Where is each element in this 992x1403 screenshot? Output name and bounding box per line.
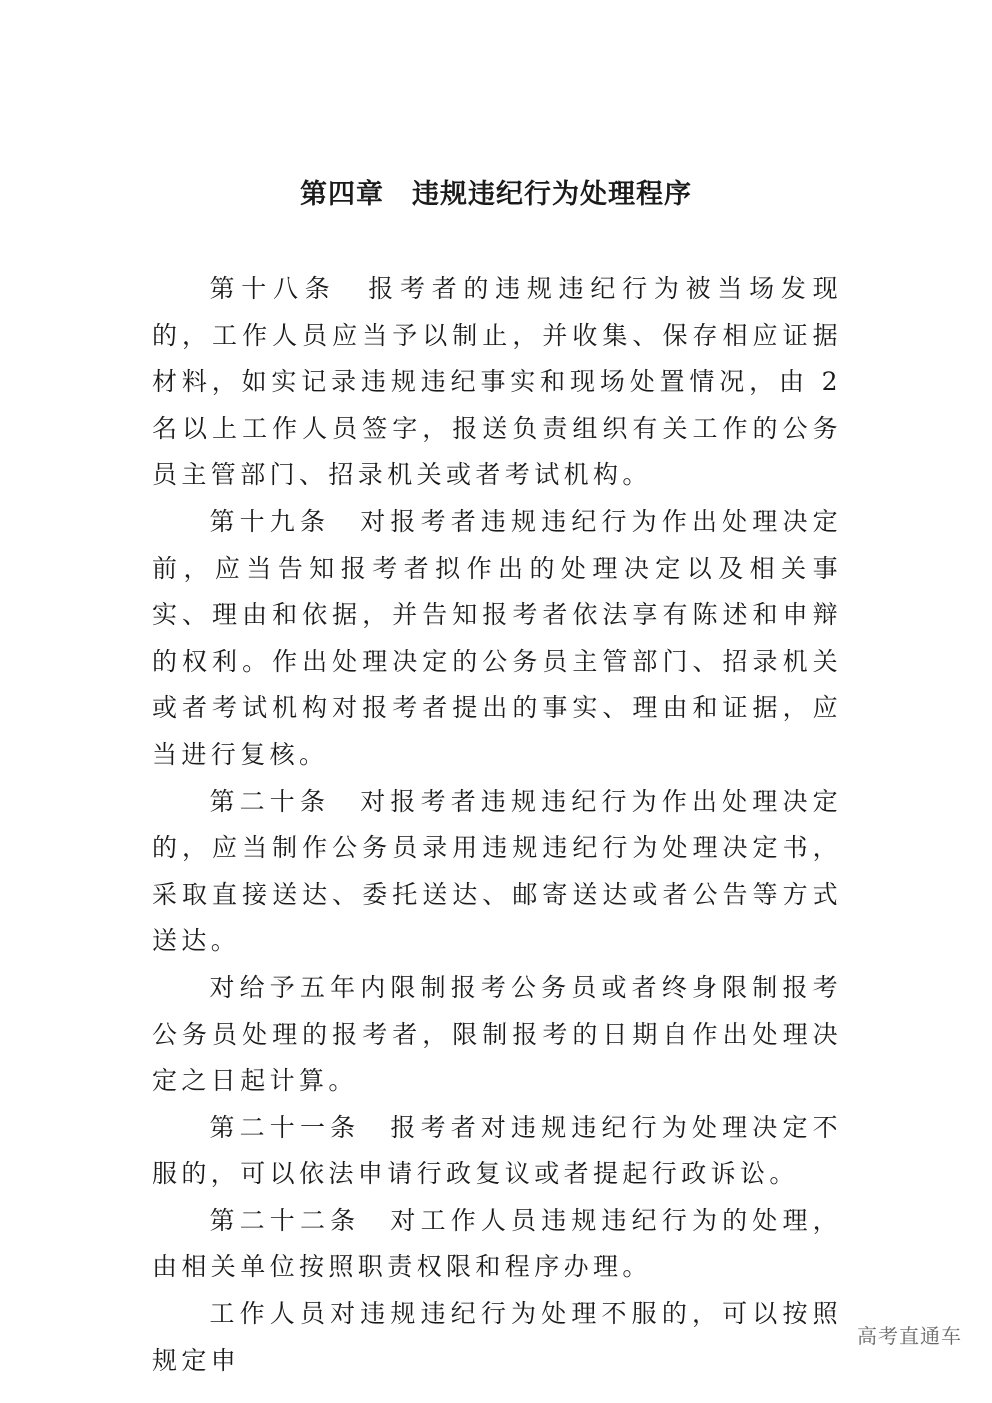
article-22-appeal-paragraph: 工作人员对违规违纪行为处理不服的，可以按照规定申	[152, 1299, 842, 1375]
article-20-restriction-paragraph: 对给予五年内限制报考公务员或者终身限制报考公务员处理的报考者，限制报考的日期自作出处理决定之日起计算。	[152, 972, 842, 1096]
article-20-paragraph: 第二十条 对报考者违规违纪行为作出处理决定的，应当制作公务员录用违规违纪行为处理决定书，采取直接送达、委托送达、邮寄送达或者公告等方式送达。	[152, 786, 842, 956]
document-body	[152, 266, 855, 1384]
article-19-paragraph: 第十九条 对报考者违规违纪行为作出处理决定前，应当告知报考者拟作出的处理决定以及相关事实、理由和依据，并告知报考者依法享有陈述和申辩的权利。作出处理决定的公务员主管部门、招录机关或者考试机构对报考者提出的事实、理由和证据，应当进行复核。	[152, 506, 842, 769]
article-22-paragraph: 第二十二条 对工作人员违规违纪行为的处理，由相关单位按照职责权限和程序办理。	[152, 1205, 842, 1282]
article-21-paragraph: 第二十一条 报考者对违规违纪行为处理决定不服的，可以依法申请行政复议或者提起行政诉讼。	[152, 1112, 842, 1189]
chapter-title: 第四章 违规违纪行为处理程序	[300, 179, 692, 210]
watermark-label: 高考直通车	[857, 1324, 962, 1348]
article-18-paragraph: 第十八条 报考者的违规违纪行为被当场发现的，工作人员应当予以制止，并收集、保存相应证据材料，如实记录违规违纪事实和现场处置情况，由 2 名以上工作人员签字，报送负责组织有关工作的公务员主管部门、招录机关或者考试机构。	[152, 274, 855, 490]
